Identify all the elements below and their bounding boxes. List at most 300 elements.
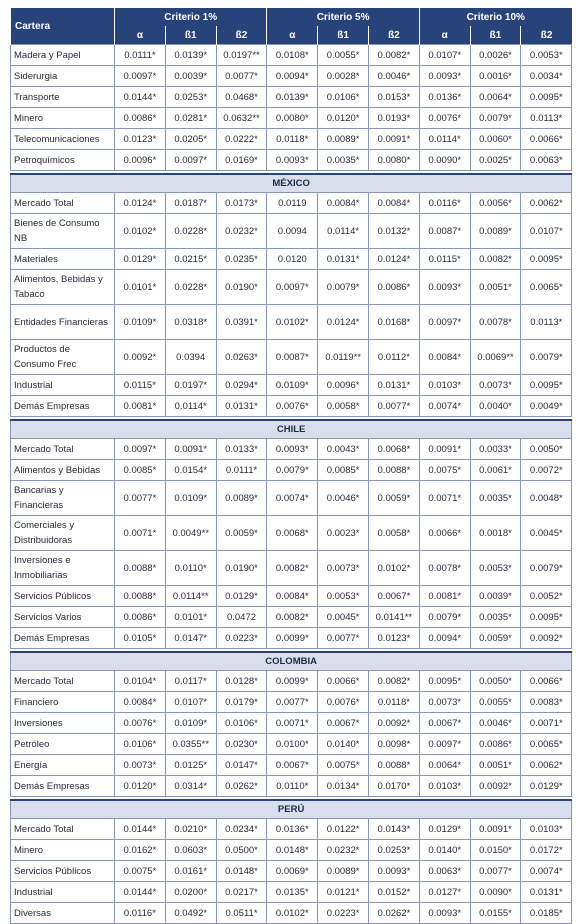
value-cell: 0.0068*	[369, 439, 420, 460]
value-cell: 0.0106*	[115, 734, 166, 755]
value-cell: 0.0081*	[419, 586, 470, 607]
value-cell: 0.0072*	[521, 460, 572, 481]
value-cell: 0.0105*	[115, 628, 166, 649]
value-cell: 0.0101*	[165, 607, 216, 628]
value-cell: 0.0173*	[216, 193, 267, 214]
value-cell: 0.0065*	[521, 270, 572, 305]
value-cell: 0.0092*	[470, 776, 521, 797]
value-cell: 0.0114*	[318, 214, 369, 249]
row-label: Mercado Total	[11, 819, 115, 840]
value-cell: 0.0035*	[470, 607, 521, 628]
row-label: Inversiones e Inmobiliarias	[11, 551, 115, 586]
value-cell: 0.0100*	[267, 734, 318, 755]
value-cell: 0.0082*	[369, 671, 420, 692]
value-cell: 0.0107*	[419, 45, 470, 66]
row-label: Energía	[11, 755, 115, 776]
value-cell: 0.0080*	[267, 108, 318, 129]
value-cell: 0.0511*	[216, 903, 267, 924]
value-cell: 0.0067*	[318, 713, 369, 734]
value-cell: 0.0084*	[369, 193, 420, 214]
value-cell: 0.0028*	[318, 66, 369, 87]
value-cell: 0.0134*	[318, 776, 369, 797]
value-cell: 0.0124*	[115, 193, 166, 214]
results-table-page	[10, 8, 572, 924]
table-row	[11, 671, 572, 692]
value-cell: 0.0084*	[115, 692, 166, 713]
value-cell: 0.0355**	[165, 734, 216, 755]
value-cell: 0.0086*	[369, 270, 420, 305]
table-row	[11, 129, 572, 150]
value-cell: 0.0097*	[115, 439, 166, 460]
section-title: PERÚ	[11, 800, 572, 819]
value-cell: 0.0112*	[369, 340, 420, 375]
value-cell: 0.0088*	[115, 551, 166, 586]
value-cell: 0.0091*	[419, 439, 470, 460]
value-cell: 0.0088*	[369, 755, 420, 776]
value-cell: 0.0066*	[419, 516, 470, 551]
value-cell: 0.0472	[216, 607, 267, 628]
value-cell: 0.0076*	[115, 713, 166, 734]
value-cell: 0.0119	[267, 193, 318, 214]
value-cell: 0.0058*	[318, 396, 369, 417]
table-row	[11, 713, 572, 734]
section-header-row	[11, 800, 572, 819]
value-cell: 0.0097*	[419, 734, 470, 755]
value-cell: 0.0046*	[318, 481, 369, 516]
section-title: MÉXICO	[11, 174, 572, 193]
value-cell: 0.0071*	[521, 713, 572, 734]
value-cell: 0.0187*	[165, 193, 216, 214]
value-cell: 0.0059*	[369, 481, 420, 516]
subheader-alpha: α	[267, 26, 318, 45]
value-cell: 0.0200*	[165, 882, 216, 903]
criteria-table	[10, 8, 572, 924]
value-cell: 0.0078*	[419, 551, 470, 586]
value-cell: 0.0099*	[267, 628, 318, 649]
value-cell: 0.0603*	[165, 840, 216, 861]
value-cell: 0.0102*	[369, 551, 420, 586]
value-cell: 0.0172*	[521, 840, 572, 861]
table-row	[11, 551, 572, 586]
value-cell: 0.0053*	[318, 586, 369, 607]
value-cell: 0.0069**	[470, 340, 521, 375]
row-label: Diversas	[11, 903, 115, 924]
value-cell: 0.0093*	[419, 903, 470, 924]
value-cell: 0.0131*	[216, 396, 267, 417]
value-cell: 0.0118*	[267, 129, 318, 150]
value-cell: 0.0222*	[216, 129, 267, 150]
value-cell: 0.0128*	[216, 671, 267, 692]
value-cell: 0.0095*	[521, 375, 572, 396]
value-cell: 0.0082*	[267, 551, 318, 586]
value-cell: 0.0064*	[470, 87, 521, 108]
value-cell: 0.0065*	[521, 734, 572, 755]
value-cell: 0.0053*	[470, 551, 521, 586]
value-cell: 0.0190*	[216, 551, 267, 586]
row-label: Industrial	[11, 375, 115, 396]
value-cell: 0.0136*	[267, 819, 318, 840]
row-label: Madera y Papel	[11, 45, 115, 66]
value-cell: 0.0026*	[470, 45, 521, 66]
value-cell: 0.0084*	[267, 586, 318, 607]
value-cell: 0.0136*	[419, 87, 470, 108]
value-cell: 0.0103*	[419, 776, 470, 797]
value-cell: 0.0150*	[470, 840, 521, 861]
section-header-row	[11, 174, 572, 193]
header-cartera: Cartera	[11, 8, 115, 45]
row-label: Minero	[11, 108, 115, 129]
subheader-beta2: ß2	[216, 26, 267, 45]
subheader-beta1: ß1	[165, 26, 216, 45]
value-cell: 0.0161*	[165, 861, 216, 882]
value-cell: 0.0132*	[369, 214, 420, 249]
table-row	[11, 460, 572, 481]
value-cell: 0.0129*	[216, 586, 267, 607]
value-cell: 0.0097*	[419, 305, 470, 340]
value-cell: 0.0063*	[419, 861, 470, 882]
value-cell: 0.0023*	[318, 516, 369, 551]
value-cell: 0.0062*	[521, 193, 572, 214]
value-cell: 0.0152*	[369, 882, 420, 903]
value-cell: 0.0086*	[115, 607, 166, 628]
value-cell: 0.0035*	[470, 481, 521, 516]
value-cell: 0.0185*	[521, 903, 572, 924]
value-cell: 0.0262*	[216, 776, 267, 797]
subheader-alpha: α	[115, 26, 166, 45]
value-cell: 0.0059*	[216, 516, 267, 551]
value-cell: 0.0107*	[165, 692, 216, 713]
value-cell: 0.0086*	[115, 108, 166, 129]
value-cell: 0.0139*	[165, 45, 216, 66]
value-cell: 0.0109*	[115, 305, 166, 340]
value-cell: 0.0154*	[165, 460, 216, 481]
table-row	[11, 692, 572, 713]
value-cell: 0.0058*	[369, 516, 420, 551]
value-cell: 0.0077*	[369, 396, 420, 417]
value-cell: 0.0079*	[318, 270, 369, 305]
value-cell: 0.0034*	[521, 66, 572, 87]
value-cell: 0.0263*	[216, 340, 267, 375]
value-cell: 0.0228*	[165, 214, 216, 249]
value-cell: 0.0205*	[165, 129, 216, 150]
value-cell: 0.0123*	[369, 628, 420, 649]
value-cell: 0.0051*	[470, 755, 521, 776]
header-criterio-1: Criterio 1%	[115, 8, 267, 26]
row-label: Demás Empresas	[11, 776, 115, 797]
value-cell: 0.0088*	[115, 586, 166, 607]
table-row	[11, 305, 572, 340]
table-row	[11, 340, 572, 375]
value-cell: 0.0120	[267, 249, 318, 270]
value-cell: 0.0122*	[318, 819, 369, 840]
section-title: COLOMBIA	[11, 652, 572, 671]
subheader-beta2: ß2	[369, 26, 420, 45]
table-row	[11, 840, 572, 861]
value-cell: 0.0018*	[470, 516, 521, 551]
row-label: Mercado Total	[11, 671, 115, 692]
value-cell: 0.0113*	[521, 108, 572, 129]
value-cell: 0.0129*	[115, 249, 166, 270]
value-cell: 0.0069*	[267, 861, 318, 882]
value-cell: 0.0053*	[521, 45, 572, 66]
value-cell: 0.0097*	[115, 66, 166, 87]
value-cell: 0.0129*	[521, 776, 572, 797]
value-cell: 0.0094	[267, 214, 318, 249]
table-header	[11, 8, 572, 45]
row-label: Financiero	[11, 692, 115, 713]
value-cell: 0.0117*	[165, 671, 216, 692]
value-cell: 0.0077*	[318, 628, 369, 649]
value-cell: 0.0077*	[216, 66, 267, 87]
value-cell: 0.0076*	[318, 692, 369, 713]
value-cell: 0.0092*	[521, 628, 572, 649]
row-label: Minero	[11, 840, 115, 861]
table-row	[11, 375, 572, 396]
value-cell: 0.0068*	[267, 516, 318, 551]
subheader-beta1: ß1	[318, 26, 369, 45]
value-cell: 0.0077*	[470, 861, 521, 882]
value-cell: 0.0092*	[115, 340, 166, 375]
value-cell: 0.0082*	[267, 607, 318, 628]
value-cell: 0.0079*	[267, 460, 318, 481]
subheader-alpha: α	[419, 26, 470, 45]
value-cell: 0.0080*	[369, 150, 420, 171]
value-cell: 0.0144*	[115, 87, 166, 108]
table-row	[11, 882, 572, 903]
value-cell: 0.0135*	[267, 882, 318, 903]
value-cell: 0.0098*	[369, 734, 420, 755]
value-cell: 0.0063*	[521, 150, 572, 171]
row-label: Comerciales y Distribuidoras	[11, 516, 115, 551]
value-cell: 0.0055*	[470, 692, 521, 713]
value-cell: 0.0120*	[115, 776, 166, 797]
value-cell: 0.0217*	[216, 882, 267, 903]
value-cell: 0.0153*	[369, 87, 420, 108]
value-cell: 0.0097*	[267, 270, 318, 305]
value-cell: 0.0071*	[267, 713, 318, 734]
value-cell: 0.0118*	[369, 692, 420, 713]
value-cell: 0.0064*	[419, 755, 470, 776]
row-label: Telecomunicaciones	[11, 129, 115, 150]
value-cell: 0.0060*	[470, 129, 521, 150]
value-cell: 0.0115*	[115, 375, 166, 396]
value-cell: 0.0094*	[267, 66, 318, 87]
value-cell: 0.0116*	[115, 903, 166, 924]
value-cell: 0.0168*	[369, 305, 420, 340]
value-cell: 0.0108*	[267, 45, 318, 66]
table-row	[11, 87, 572, 108]
value-cell: 0.0155*	[470, 903, 521, 924]
value-cell: 0.0049*	[521, 396, 572, 417]
value-cell: 0.0095*	[521, 87, 572, 108]
value-cell: 0.0087*	[419, 214, 470, 249]
value-cell: 0.0139*	[267, 87, 318, 108]
value-cell: 0.0106*	[318, 87, 369, 108]
value-cell: 0.0067*	[267, 755, 318, 776]
value-cell: 0.0093*	[267, 150, 318, 171]
value-cell: 0.0116*	[419, 193, 470, 214]
value-cell: 0.0079*	[470, 108, 521, 129]
table-row	[11, 249, 572, 270]
value-cell: 0.0127*	[419, 882, 470, 903]
value-cell: 0.0228*	[165, 270, 216, 305]
table-row	[11, 819, 572, 840]
value-cell: 0.0093*	[369, 861, 420, 882]
value-cell: 0.0102*	[115, 214, 166, 249]
value-cell: 0.0140*	[318, 734, 369, 755]
value-cell: 0.0085*	[115, 460, 166, 481]
value-cell: 0.0102*	[267, 903, 318, 924]
value-cell: 0.0500*	[216, 840, 267, 861]
row-label: Alimentos, Bebidas y Tabaco	[11, 270, 115, 305]
value-cell: 0.0143*	[369, 819, 420, 840]
table-row	[11, 755, 572, 776]
row-label: Inversiones	[11, 713, 115, 734]
value-cell: 0.0131*	[369, 375, 420, 396]
value-cell: 0.0062*	[521, 755, 572, 776]
value-cell: 0.0051*	[470, 270, 521, 305]
value-cell: 0.0099*	[267, 671, 318, 692]
value-cell: 0.0079*	[521, 551, 572, 586]
header-criterio-5: Criterio 5%	[267, 8, 419, 26]
value-cell: 0.0066*	[318, 671, 369, 692]
value-cell: 0.0281*	[165, 108, 216, 129]
value-cell: 0.0089*	[318, 129, 369, 150]
table-body	[11, 45, 572, 924]
row-label: Petroquímicos	[11, 150, 115, 171]
value-cell: 0.0232*	[318, 840, 369, 861]
row-label: Bienes de Consumo NB	[11, 214, 115, 249]
value-cell: 0.0144*	[115, 882, 166, 903]
value-cell: 0.0046*	[470, 713, 521, 734]
value-cell: 0.0035*	[318, 150, 369, 171]
value-cell: 0.0059*	[470, 628, 521, 649]
row-label: Transporte	[11, 87, 115, 108]
value-cell: 0.0097*	[165, 150, 216, 171]
row-label: Servicios Públicos	[11, 586, 115, 607]
table-row	[11, 516, 572, 551]
value-cell: 0.0066*	[521, 671, 572, 692]
row-label: Mercado Total	[11, 439, 115, 460]
value-cell: 0.0073*	[115, 755, 166, 776]
value-cell: 0.0078*	[470, 305, 521, 340]
value-cell: 0.0197*	[165, 375, 216, 396]
value-cell: 0.0121*	[318, 882, 369, 903]
table-row	[11, 108, 572, 129]
table-row	[11, 193, 572, 214]
row-label: Alimentos y Bebidas	[11, 460, 115, 481]
value-cell: 0.0148*	[216, 861, 267, 882]
subheader-beta2: ß2	[521, 26, 572, 45]
section-title: CHILE	[11, 420, 572, 439]
value-cell: 0.0253*	[369, 840, 420, 861]
row-label: Industrial	[11, 882, 115, 903]
value-cell: 0.0093*	[419, 66, 470, 87]
value-cell: 0.0095*	[521, 607, 572, 628]
row-label: Petróleo	[11, 734, 115, 755]
section-header-row	[11, 420, 572, 439]
value-cell: 0.0075*	[419, 460, 470, 481]
value-cell: 0.0468*	[216, 87, 267, 108]
value-cell: 0.0193*	[369, 108, 420, 129]
value-cell: 0.0632**	[216, 108, 267, 129]
table-row	[11, 903, 572, 924]
value-cell: 0.0071*	[419, 481, 470, 516]
row-label: Siderurgia	[11, 66, 115, 87]
value-cell: 0.0147*	[216, 755, 267, 776]
value-cell: 0.0314*	[165, 776, 216, 797]
value-cell: 0.0085*	[318, 460, 369, 481]
value-cell: 0.0016*	[470, 66, 521, 87]
value-cell: 0.0067*	[419, 713, 470, 734]
value-cell: 0.0124*	[318, 305, 369, 340]
value-cell: 0.0109*	[165, 713, 216, 734]
value-cell: 0.0089*	[470, 214, 521, 249]
value-cell: 0.0131*	[318, 249, 369, 270]
value-cell: 0.0077*	[115, 481, 166, 516]
value-cell: 0.0492*	[165, 903, 216, 924]
row-label: Productos de Consumo Frec	[11, 340, 115, 375]
value-cell: 0.0055*	[318, 45, 369, 66]
value-cell: 0.0111*	[115, 45, 166, 66]
table-row	[11, 586, 572, 607]
value-cell: 0.0081*	[115, 396, 166, 417]
value-cell: 0.0294*	[216, 375, 267, 396]
value-cell: 0.0091*	[165, 439, 216, 460]
value-cell: 0.0147*	[165, 628, 216, 649]
value-cell: 0.0074*	[419, 396, 470, 417]
value-cell: 0.0101*	[115, 270, 166, 305]
value-cell: 0.0234*	[216, 819, 267, 840]
value-cell: 0.0089*	[318, 861, 369, 882]
value-cell: 0.0076*	[419, 108, 470, 129]
value-cell: 0.0033*	[470, 439, 521, 460]
table-row	[11, 861, 572, 882]
value-cell: 0.0079*	[419, 607, 470, 628]
row-label: Materiales	[11, 249, 115, 270]
value-cell: 0.0129*	[419, 819, 470, 840]
value-cell: 0.0114**	[165, 586, 216, 607]
row-label: Servicios Públicos	[11, 861, 115, 882]
value-cell: 0.0088*	[369, 460, 420, 481]
value-cell: 0.0111*	[216, 460, 267, 481]
value-cell: 0.0090*	[470, 882, 521, 903]
value-cell: 0.0074*	[267, 481, 318, 516]
value-cell: 0.0106*	[216, 713, 267, 734]
table-row	[11, 396, 572, 417]
value-cell: 0.0119**	[318, 340, 369, 375]
value-cell: 0.0170*	[369, 776, 420, 797]
value-cell: 0.0025*	[470, 150, 521, 171]
value-cell: 0.0061*	[470, 460, 521, 481]
value-cell: 0.0094*	[419, 628, 470, 649]
value-cell: 0.0040*	[470, 396, 521, 417]
row-label: Mercado Total	[11, 193, 115, 214]
value-cell: 0.0133*	[216, 439, 267, 460]
value-cell: 0.0091*	[369, 129, 420, 150]
value-cell: 0.0056*	[470, 193, 521, 214]
value-cell: 0.0262*	[369, 903, 420, 924]
value-cell: 0.0096*	[115, 150, 166, 171]
table-row	[11, 481, 572, 516]
value-cell: 0.0124*	[369, 249, 420, 270]
value-cell: 0.0066*	[521, 129, 572, 150]
row-label: Bancarias y Financieras	[11, 481, 115, 516]
value-cell: 0.0074*	[521, 861, 572, 882]
value-cell: 0.0039*	[165, 66, 216, 87]
value-cell: 0.0073*	[318, 551, 369, 586]
value-cell: 0.0110*	[267, 776, 318, 797]
